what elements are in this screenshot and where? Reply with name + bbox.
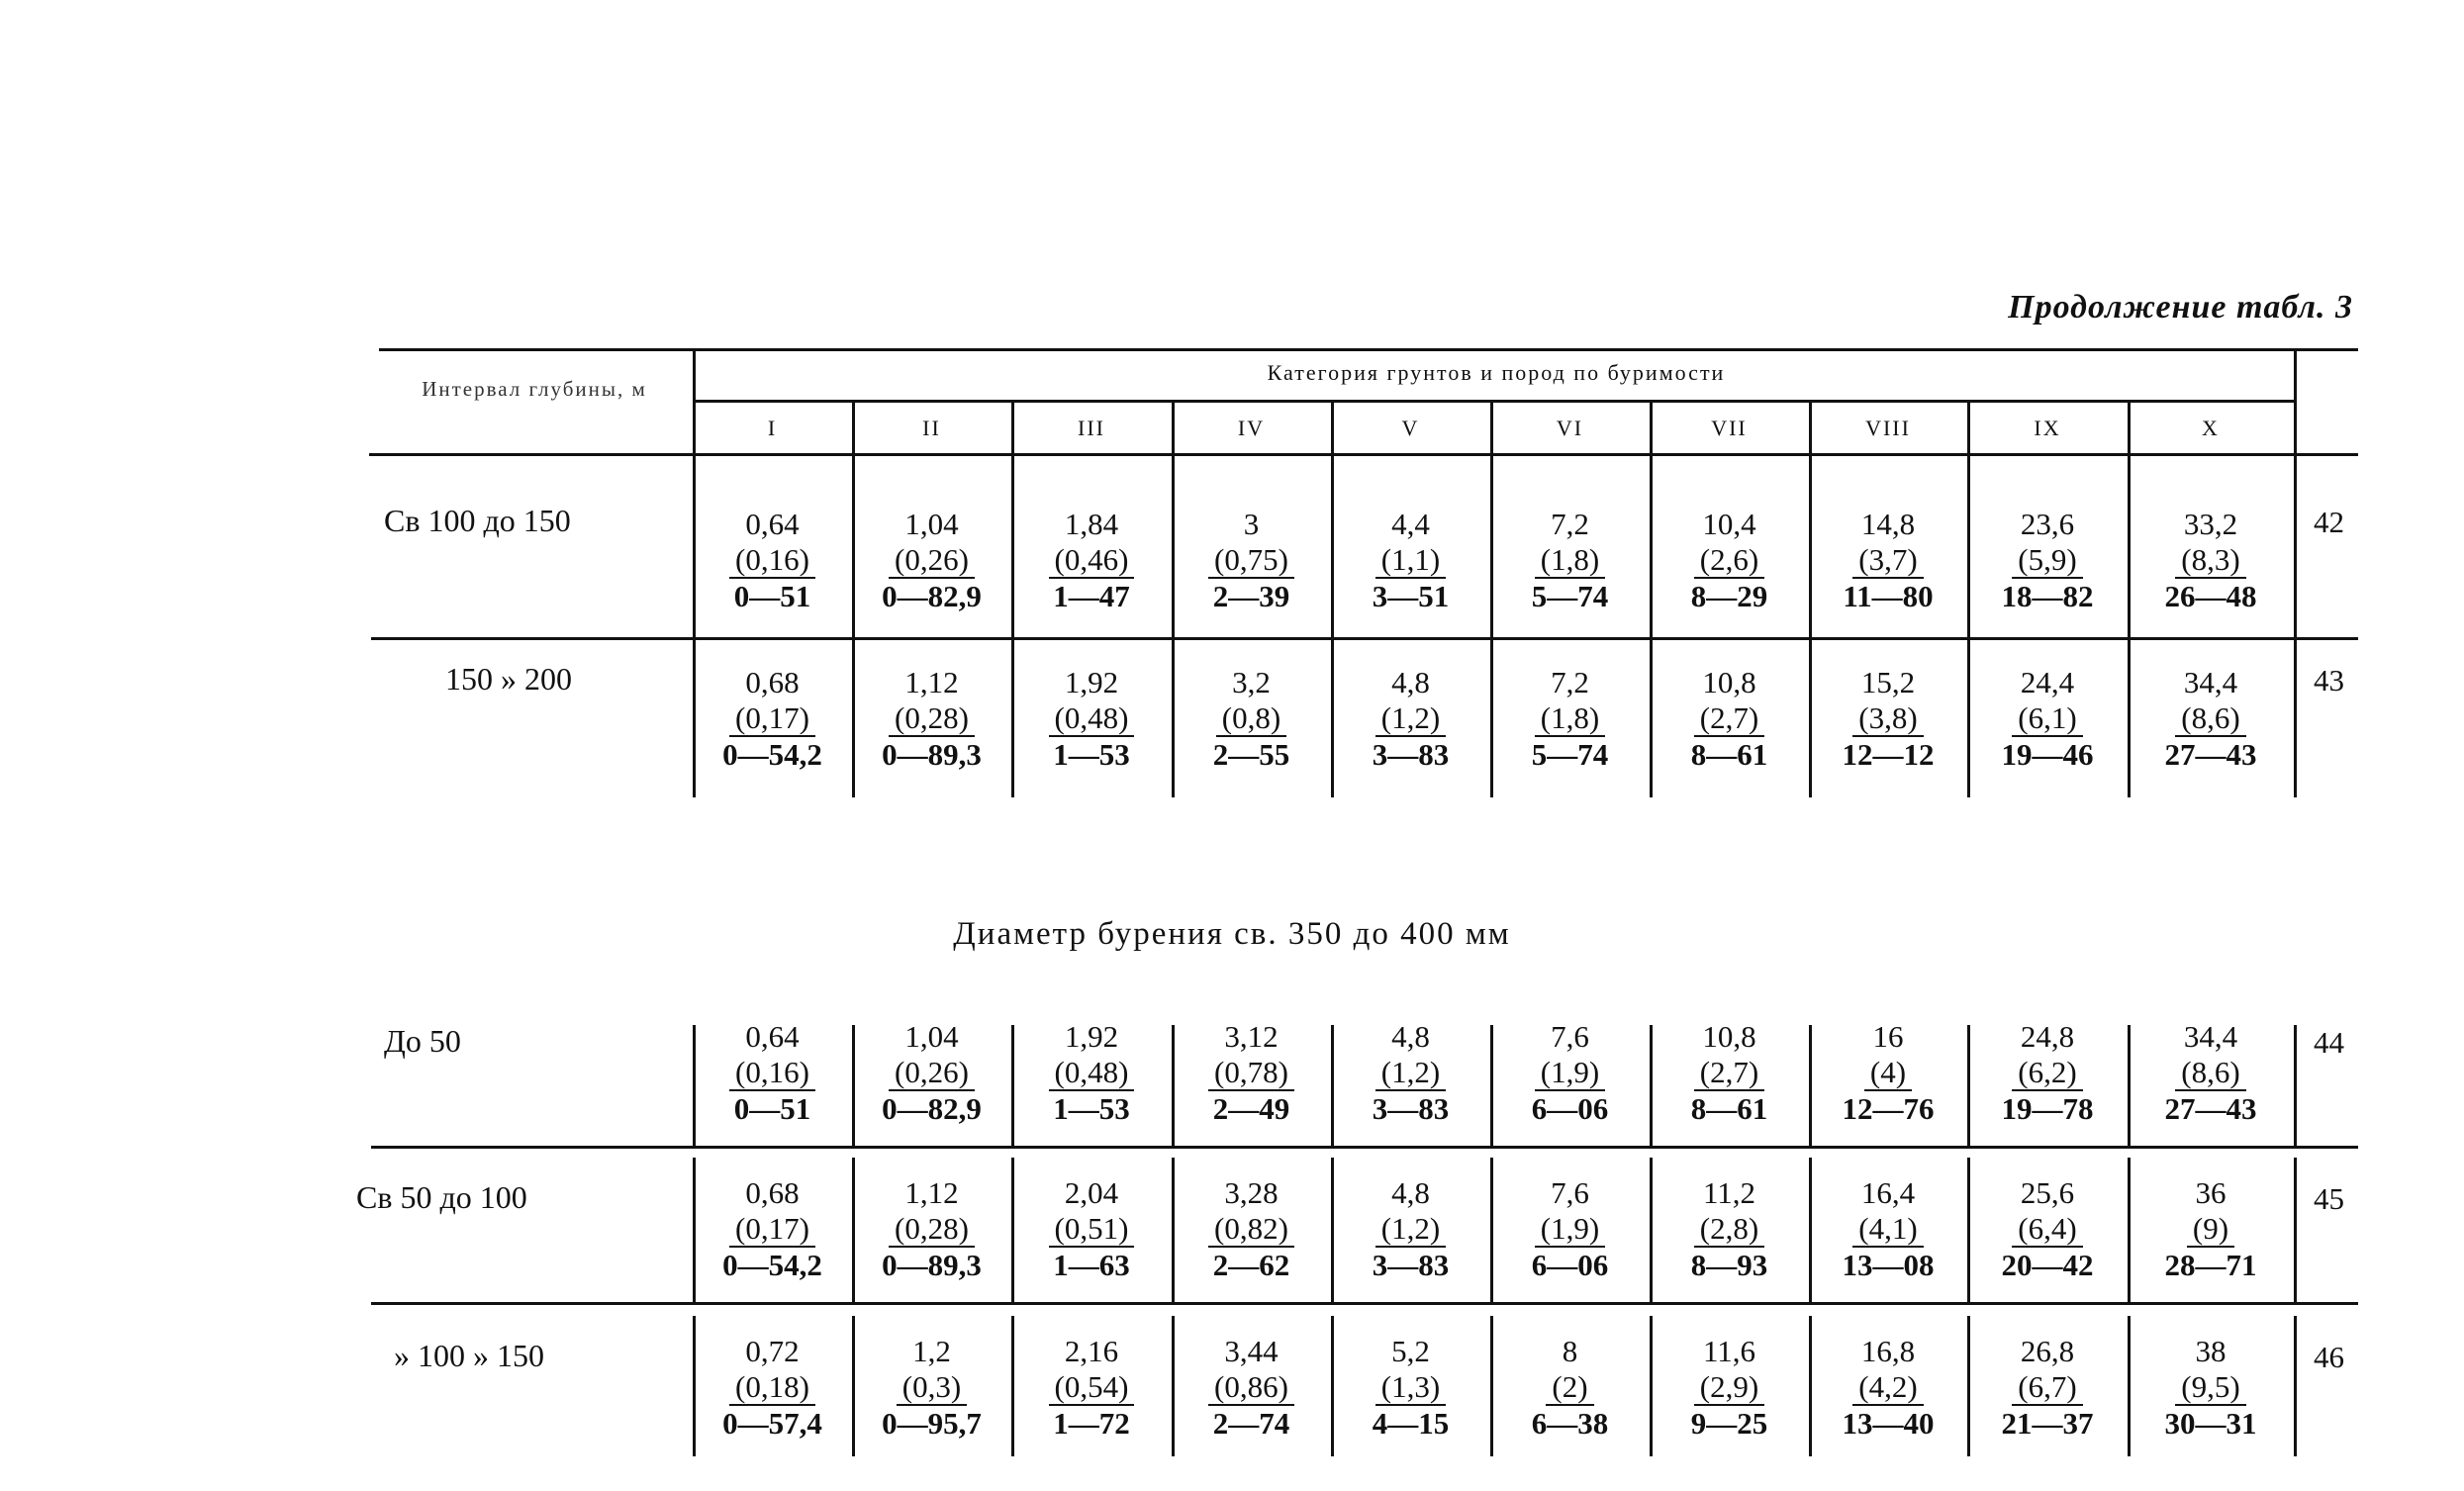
- cell-range-value: 1—53: [1053, 737, 1130, 772]
- cell-paren-value: (0,51): [1049, 1212, 1135, 1248]
- value-cell: [2141, 665, 2280, 773]
- cell-main-value: 4,8: [1391, 1019, 1430, 1054]
- column-divider: [1331, 465, 1334, 649]
- cell-main-value: 1,04: [904, 1019, 959, 1054]
- category-rule: [695, 400, 2296, 403]
- column-divider: [693, 1158, 696, 1304]
- column-divider: [1172, 639, 1175, 797]
- column-divider: [2128, 1158, 2131, 1304]
- row-number: 42: [2314, 505, 2344, 539]
- value-cell: [1819, 507, 1957, 614]
- row-number: 46: [2314, 1340, 2344, 1374]
- column-divider: [1967, 1316, 1970, 1456]
- column-header-viii: VIII: [1865, 416, 1911, 440]
- row-interval-label: 150 » 200: [445, 661, 572, 697]
- cell-range-value: 8—61: [1690, 737, 1768, 772]
- cell-paren-value: (0,26): [889, 1056, 975, 1091]
- column-divider: [1809, 1316, 1812, 1456]
- cell-main-value: 36: [2195, 1175, 2227, 1210]
- cell-range-value: 11—80: [1843, 579, 1934, 613]
- cell-range-value: 19—78: [2001, 1091, 2094, 1126]
- cell-paren-value: (4,1): [1852, 1212, 1923, 1248]
- column-divider: [2294, 1025, 2297, 1148]
- cell-paren-value: (6,1): [2012, 701, 2082, 737]
- column-divider: [2294, 639, 2297, 797]
- cell-main-value: 25,6: [2020, 1175, 2075, 1210]
- cell-range-value: 26—48: [2164, 579, 2257, 613]
- value-cell: [863, 1334, 1001, 1442]
- cell-main-value: 34,4: [2183, 665, 2238, 699]
- column-header-iv: IV: [1237, 416, 1266, 440]
- cell-main-value: 33,2: [2183, 507, 2238, 541]
- cell-paren-value: (2,9): [1694, 1370, 1764, 1406]
- cell-range-value: 20—42: [2001, 1248, 2094, 1282]
- cell-paren-value: (0,17): [729, 701, 815, 737]
- cell-range-value: 6—06: [1531, 1091, 1609, 1126]
- cell-main-value: 7,2: [1551, 507, 1589, 541]
- cell-range-value: 0—95,7: [882, 1406, 982, 1441]
- value-cell: [1501, 1019, 1640, 1127]
- cell-paren-value: (0,86): [1208, 1370, 1294, 1406]
- cell-range-value: 19—46: [2001, 737, 2094, 772]
- cell-paren-value: (0,16): [729, 1056, 815, 1091]
- column-divider: [1011, 465, 1014, 649]
- value-cell: [1342, 665, 1480, 773]
- cell-paren-value: (4): [1864, 1056, 1912, 1091]
- cell-range-value: 2—49: [1212, 1091, 1290, 1126]
- column-header-v: V: [1401, 416, 1420, 440]
- cell-main-value: 4,8: [1391, 1175, 1430, 1210]
- cell-paren-value: (1,2): [1375, 701, 1446, 737]
- cell-range-value: 6—38: [1531, 1406, 1609, 1441]
- value-cell: [1342, 1334, 1480, 1442]
- cell-range-value: 28—71: [2164, 1248, 2257, 1282]
- column-divider: [1490, 639, 1493, 797]
- column-divider: [1967, 639, 1970, 797]
- column-divider: [1809, 639, 1812, 797]
- column-divider: [2128, 1316, 2131, 1456]
- column-divider: [1650, 1158, 1653, 1304]
- value-cell: [1978, 1175, 2117, 1283]
- cell-range-value: 8—29: [1690, 579, 1768, 613]
- row-interval-label: Св 50 до 100: [356, 1179, 527, 1215]
- column-header-iii: III: [1078, 416, 1105, 440]
- value-cell: [1022, 1175, 1161, 1283]
- cell-main-value: 10,8: [1702, 1019, 1756, 1054]
- cell-range-value: 0—54,2: [722, 1248, 822, 1282]
- column-divider: [1490, 1158, 1493, 1304]
- column-header-x: X: [2202, 416, 2220, 440]
- cell-main-value: 24,4: [2020, 665, 2075, 699]
- column-divider: [693, 1025, 696, 1148]
- row-interval-label: Св 100 до 150: [384, 503, 571, 538]
- column-header-ix: IX: [2034, 416, 2061, 440]
- column-divider: [852, 1025, 855, 1148]
- header-bottom-rule: [369, 453, 2358, 456]
- cell-paren-value: (1,2): [1375, 1212, 1446, 1248]
- value-cell: [1022, 665, 1161, 773]
- cell-main-value: 14,8: [1860, 507, 1916, 541]
- column-divider: [1331, 1316, 1334, 1456]
- cell-paren-value: (3,8): [1852, 701, 1923, 737]
- cell-main-value: 1,84: [1064, 507, 1119, 541]
- row-number: 43: [2314, 663, 2344, 698]
- cell-range-value: 13—08: [1842, 1248, 1935, 1282]
- interval-header: Интервал глубины, м: [422, 377, 647, 401]
- cell-main-value: 0,72: [745, 1334, 800, 1368]
- cell-paren-value: (0,28): [889, 1212, 975, 1248]
- row-interval-label: До 50: [384, 1023, 461, 1059]
- cell-range-value: 0—89,3: [882, 1248, 982, 1282]
- value-cell: [1978, 1019, 2117, 1127]
- value-cell: [2141, 1175, 2280, 1283]
- cell-paren-value: (0,3): [897, 1370, 967, 1406]
- value-cell: [1501, 507, 1640, 614]
- table-caption: Продолжение табл. 3: [2008, 289, 2353, 326]
- column-divider: [1490, 1316, 1493, 1456]
- value-cell: [1022, 507, 1161, 614]
- value-cell: [1501, 1334, 1640, 1442]
- value-cell: [704, 1334, 842, 1442]
- cell-range-value: 12—12: [1842, 737, 1935, 772]
- column-divider: [2294, 1158, 2297, 1304]
- cell-paren-value: (1,1): [1375, 543, 1446, 579]
- cell-range-value: 18—82: [2001, 579, 2094, 613]
- value-cell: [1660, 1019, 1799, 1127]
- cell-paren-value: (8,6): [2175, 701, 2245, 737]
- value-cell: [1819, 1175, 1957, 1283]
- value-cell: [1660, 507, 1799, 614]
- column-divider: [2128, 465, 2131, 649]
- cell-range-value: 3—83: [1372, 737, 1450, 772]
- column-header-ii: II: [922, 416, 941, 440]
- cell-range-value: 30—31: [2164, 1406, 2257, 1441]
- cell-main-value: 38: [2195, 1334, 2227, 1368]
- cell-main-value: 11,6: [1702, 1334, 1756, 1368]
- cell-main-value: 2,04: [1064, 1175, 1119, 1210]
- cell-range-value: 13—40: [1842, 1406, 1935, 1441]
- column-divider: [1331, 639, 1334, 797]
- value-cell: [863, 1019, 1001, 1127]
- column-divider: [1809, 1025, 1812, 1148]
- cell-main-value: 0,64: [745, 507, 800, 541]
- column-divider: [693, 1316, 696, 1456]
- column-divider: [693, 639, 696, 797]
- cell-main-value: 11,2: [1702, 1175, 1756, 1210]
- column-divider: [2128, 639, 2131, 797]
- column-divider: [2128, 1025, 2131, 1148]
- cell-paren-value: (2,7): [1694, 701, 1764, 737]
- value-cell: [1183, 1334, 1321, 1442]
- column-header-vi: VI: [1556, 416, 1584, 440]
- value-cell: [1342, 1019, 1480, 1127]
- cell-main-value: 7,6: [1551, 1019, 1589, 1054]
- column-header-vii: VII: [1711, 416, 1748, 440]
- cell-main-value: 16,8: [1860, 1334, 1916, 1368]
- column-divider: [1011, 639, 1014, 797]
- cell-main-value: 1,04: [904, 507, 959, 541]
- value-cell: [863, 507, 1001, 614]
- cell-main-value: 7,6: [1551, 1175, 1589, 1210]
- row-separator: [371, 637, 2358, 640]
- column-divider: [1809, 465, 1812, 649]
- cell-paren-value: (0,16): [729, 543, 815, 579]
- cell-paren-value: (2,6): [1694, 543, 1764, 579]
- value-cell: [1978, 665, 2117, 773]
- column-divider: [1809, 1158, 1812, 1304]
- cell-paren-value: (6,4): [2012, 1212, 2082, 1248]
- value-cell: [704, 1175, 842, 1283]
- cell-paren-value: (9): [2187, 1212, 2234, 1248]
- cell-main-value: 0,68: [745, 665, 800, 699]
- cell-paren-value: (0,28): [889, 701, 975, 737]
- value-cell: [2141, 1019, 2280, 1127]
- section-subtitle: Диаметр бурения св. 350 до 400 мм: [953, 916, 1511, 952]
- value-cell: [2141, 1334, 2280, 1442]
- cell-main-value: 1,92: [1064, 1019, 1119, 1054]
- cell-main-value: 2,16: [1064, 1334, 1119, 1368]
- cell-range-value: 6—06: [1531, 1248, 1609, 1282]
- header-top-rule: [379, 348, 2358, 351]
- column-divider: [852, 1158, 855, 1304]
- column-divider: [1650, 1316, 1653, 1456]
- cell-main-value: 5,2: [1391, 1334, 1430, 1368]
- cell-paren-value: (0,26): [889, 543, 975, 579]
- value-cell: [704, 507, 842, 614]
- value-cell: [1660, 1334, 1799, 1442]
- value-cell: [1183, 1175, 1321, 1283]
- cell-range-value: 0—54,2: [722, 737, 822, 772]
- cell-main-value: 7,2: [1551, 665, 1589, 699]
- cell-paren-value: (0,48): [1049, 1056, 1135, 1091]
- cell-main-value: 0,64: [745, 1019, 800, 1054]
- value-cell: [1183, 665, 1321, 773]
- cell-main-value: 10,4: [1702, 507, 1756, 541]
- column-divider: [1650, 1025, 1653, 1148]
- value-cell: [1819, 665, 1957, 773]
- cell-range-value: 12—76: [1842, 1091, 1935, 1126]
- cell-range-value: 2—74: [1212, 1406, 1290, 1441]
- value-cell: [863, 665, 1001, 773]
- column-divider: [1172, 1316, 1175, 1456]
- value-cell: [1978, 507, 2117, 614]
- cell-paren-value: (0,48): [1049, 701, 1135, 737]
- cell-range-value: 1—47: [1053, 579, 1130, 613]
- cell-range-value: 0—82,9: [882, 579, 982, 613]
- cell-range-value: 5—74: [1531, 737, 1609, 772]
- cell-paren-value: (1,9): [1535, 1212, 1605, 1248]
- cell-paren-value: (0,54): [1049, 1370, 1135, 1406]
- cell-paren-value: (2,8): [1694, 1212, 1764, 1248]
- cell-main-value: 24,8: [2020, 1019, 2075, 1054]
- cell-paren-value: (3,7): [1852, 543, 1923, 579]
- cell-main-value: 3,28: [1224, 1175, 1279, 1210]
- cell-paren-value: (0,18): [729, 1370, 815, 1406]
- cell-paren-value: (4,2): [1852, 1370, 1923, 1406]
- cell-main-value: 0,68: [745, 1175, 800, 1210]
- value-cell: [1660, 1175, 1799, 1283]
- column-divider: [1011, 1158, 1014, 1304]
- cell-range-value: 8—93: [1690, 1248, 1768, 1282]
- cell-main-value: 1,12: [904, 665, 959, 699]
- cell-main-value: 34,4: [2183, 1019, 2238, 1054]
- row-interval-label: » 100 » 150: [394, 1338, 544, 1373]
- cell-main-value: 3: [1243, 507, 1260, 541]
- cell-range-value: 3—83: [1372, 1248, 1450, 1282]
- cell-paren-value: (0,8): [1216, 701, 1286, 737]
- cell-paren-value: (0,46): [1049, 543, 1135, 579]
- cell-range-value: 2—39: [1212, 579, 1290, 613]
- value-cell: [863, 1175, 1001, 1283]
- column-divider: [852, 639, 855, 797]
- cell-range-value: 1—63: [1053, 1248, 1130, 1282]
- column-divider: [1490, 1025, 1493, 1148]
- column-header-i: I: [767, 416, 778, 440]
- column-divider: [1011, 1025, 1014, 1148]
- cell-paren-value: (2): [1546, 1370, 1593, 1406]
- cell-main-value: 1,12: [904, 1175, 959, 1210]
- cell-main-value: 1,92: [1064, 665, 1119, 699]
- cell-range-value: 0—82,9: [882, 1091, 982, 1126]
- cell-main-value: 1,2: [912, 1334, 951, 1368]
- cell-range-value: 1—72: [1053, 1406, 1130, 1441]
- cell-paren-value: (1,8): [1535, 701, 1605, 737]
- cell-paren-value: (6,7): [2012, 1370, 2082, 1406]
- column-divider: [1172, 1158, 1175, 1304]
- cell-paren-value: (1,8): [1535, 543, 1605, 579]
- cell-range-value: 0—51: [733, 1091, 811, 1126]
- value-cell: [1183, 1019, 1321, 1127]
- cell-range-value: 8—61: [1690, 1091, 1768, 1126]
- cell-main-value: 3,12: [1224, 1019, 1279, 1054]
- cell-paren-value: (0,75): [1208, 543, 1294, 579]
- value-cell: [1501, 665, 1640, 773]
- row-separator: [371, 1146, 2358, 1149]
- cell-range-value: 2—62: [1212, 1248, 1290, 1282]
- row-separator: [371, 1302, 2358, 1305]
- column-divider: [2294, 1316, 2297, 1456]
- cell-range-value: 0—51: [733, 579, 811, 613]
- cell-range-value: 3—51: [1372, 579, 1450, 613]
- column-divider: [1172, 465, 1175, 649]
- value-cell: [1022, 1334, 1161, 1442]
- value-cell: [1183, 507, 1321, 614]
- row-number: 44: [2314, 1025, 2344, 1060]
- cell-main-value: 3,2: [1232, 665, 1271, 699]
- cell-range-value: 4—15: [1372, 1406, 1450, 1441]
- value-cell: [704, 1019, 842, 1127]
- cell-paren-value: (9,5): [2175, 1370, 2245, 1406]
- value-cell: [1342, 1175, 1480, 1283]
- cell-range-value: 27—43: [2164, 737, 2257, 772]
- cell-main-value: 4,4: [1391, 507, 1430, 541]
- value-cell: [1660, 665, 1799, 773]
- column-divider: [1967, 1158, 1970, 1304]
- cell-main-value: 16: [1872, 1019, 1904, 1054]
- value-cell: [704, 665, 842, 773]
- cell-main-value: 4,8: [1391, 665, 1430, 699]
- cell-range-value: 2—55: [1212, 737, 1290, 772]
- value-cell: [1342, 507, 1480, 614]
- column-divider: [1172, 1025, 1175, 1148]
- cell-paren-value: (2,7): [1694, 1056, 1764, 1091]
- cell-paren-value: (5,9): [2012, 543, 2082, 579]
- cell-main-value: 16,4: [1860, 1175, 1916, 1210]
- value-cell: [1022, 1019, 1161, 1127]
- column-divider: [1650, 465, 1653, 649]
- column-divider: [1490, 465, 1493, 649]
- row-number: 45: [2314, 1181, 2344, 1216]
- column-divider: [852, 1316, 855, 1456]
- cell-range-value: 5—74: [1531, 579, 1609, 613]
- cell-paren-value: (8,3): [2175, 543, 2245, 579]
- column-divider: [1331, 1158, 1334, 1304]
- cell-range-value: 0—89,3: [882, 737, 982, 772]
- cell-main-value: 23,6: [2020, 507, 2075, 541]
- column-divider: [2294, 465, 2297, 649]
- column-divider: [1967, 465, 1970, 649]
- column-divider: [1331, 1025, 1334, 1148]
- cell-paren-value: (8,6): [2175, 1056, 2245, 1091]
- column-divider: [852, 465, 855, 649]
- column-divider: [1011, 1316, 1014, 1456]
- cell-main-value: 26,8: [2020, 1334, 2075, 1368]
- column-divider: [1650, 639, 1653, 797]
- cell-range-value: 3—83: [1372, 1091, 1450, 1126]
- cell-paren-value: (1,3): [1375, 1370, 1446, 1406]
- value-cell: [1978, 1334, 2117, 1442]
- cell-range-value: 21—37: [2001, 1406, 2094, 1441]
- column-divider: [1967, 1025, 1970, 1148]
- cell-paren-value: (1,9): [1535, 1056, 1605, 1091]
- cell-main-value: 8: [1562, 1334, 1578, 1368]
- cell-range-value: 9—25: [1690, 1406, 1768, 1441]
- value-cell: [1501, 1175, 1640, 1283]
- cell-range-value: 1—53: [1053, 1091, 1130, 1126]
- cell-paren-value: (6,2): [2012, 1056, 2082, 1091]
- category-header: Категория грунтов и пород по буримости: [1267, 360, 1726, 385]
- value-cell: [1819, 1019, 1957, 1127]
- cell-main-value: 3,44: [1224, 1334, 1279, 1368]
- column-divider: [693, 465, 696, 649]
- cell-main-value: 10,8: [1702, 665, 1756, 699]
- cell-paren-value: (1,2): [1375, 1056, 1446, 1091]
- cell-paren-value: (0,17): [729, 1212, 815, 1248]
- value-cell: [1819, 1334, 1957, 1442]
- value-cell: [2141, 507, 2280, 614]
- cell-paren-value: (0,78): [1208, 1056, 1294, 1091]
- cell-main-value: 15,2: [1860, 665, 1916, 699]
- cell-range-value: 27—43: [2164, 1091, 2257, 1126]
- cell-range-value: 0—57,4: [722, 1406, 822, 1441]
- cell-paren-value: (0,82): [1208, 1212, 1294, 1248]
